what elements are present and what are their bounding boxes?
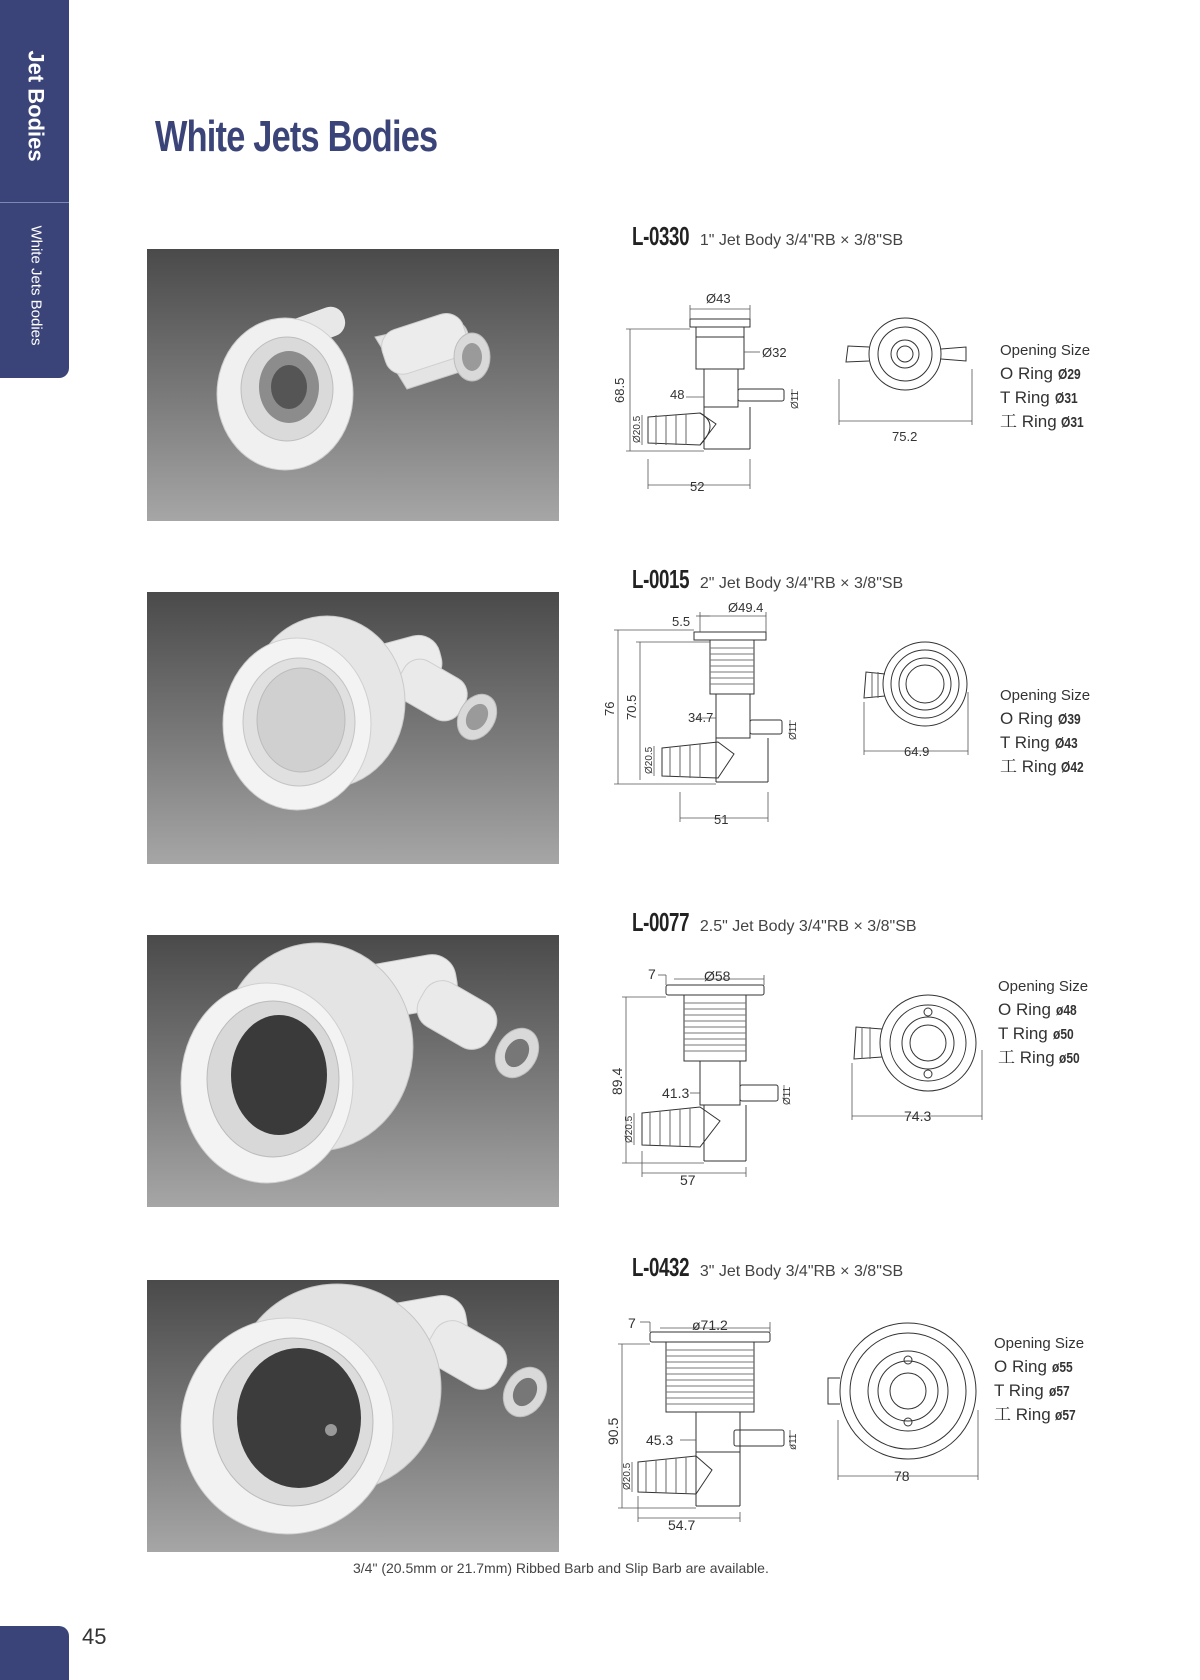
product-heading <box>632 221 903 252</box>
dim-flange-thick: 7 <box>648 966 656 982</box>
opening-size <box>1000 339 1090 434</box>
dim-width: 52 <box>690 479 705 494</box>
dim-slip: Ø11 <box>782 1086 793 1105</box>
opening-title: Opening Size <box>1000 342 1091 359</box>
product-code: L-0330 <box>632 221 690 251</box>
o-ring-label: O Ring <box>1000 364 1053 383</box>
dim-body: Ø32 <box>762 345 787 360</box>
o-ring-value: Ø29 <box>1057 366 1081 383</box>
t-ring-value: Ø43 <box>1054 735 1078 752</box>
product-description: 2.5" Jet Body 3/4"RB × 3/8"SB <box>699 918 917 935</box>
dim-plan: 64.9 <box>904 744 930 759</box>
product-heading <box>632 564 903 595</box>
i-ring-row <box>994 1403 1084 1427</box>
page-tab <box>0 1626 69 1680</box>
product-l-0077 <box>0 907 1200 1235</box>
o-ring-label: O Ring <box>1000 709 1053 728</box>
technical-drawing <box>600 1280 1000 1530</box>
dim-height: 90.5 <box>605 1417 621 1445</box>
o-ring-row <box>1000 707 1090 731</box>
dim-inlet-offset: 41.3 <box>662 1085 690 1101</box>
dim-barb: Ø20.5 <box>624 1115 635 1143</box>
product-heading <box>632 907 917 938</box>
dim-height: 76 <box>602 701 617 716</box>
product-photo <box>147 935 559 1207</box>
dim-width: 57 <box>680 1172 696 1185</box>
o-ring-row <box>1000 362 1090 386</box>
o-ring-value: ø48 <box>1055 1002 1077 1019</box>
i-ring-row <box>1000 410 1090 434</box>
technical-drawing <box>600 935 1000 1185</box>
opening-title: Opening Size <box>994 1335 1085 1352</box>
dim-flange-thick: 7 <box>628 1315 636 1331</box>
product-photo <box>147 592 559 864</box>
opening-size <box>994 1332 1084 1427</box>
dim-slip: ø11 <box>788 1433 799 1450</box>
dim-width: 51 <box>714 812 729 827</box>
side-tab-sub-label: White Jets Bodies <box>27 224 45 346</box>
t-ring-label: T Ring <box>994 1381 1044 1400</box>
dim-plan: 75.2 <box>892 429 918 444</box>
i-ring-label: 工 Ring <box>1000 412 1057 431</box>
product-description: 1" Jet Body 3/4"RB × 3/8"SB <box>699 232 904 249</box>
t-ring-row <box>1000 731 1090 755</box>
t-ring-row <box>994 1379 1084 1403</box>
opening-title: Opening Size <box>998 978 1089 995</box>
t-ring-label: T Ring <box>998 1024 1048 1043</box>
o-ring-value: Ø39 <box>1057 711 1081 728</box>
t-ring-value: Ø31 <box>1054 390 1078 407</box>
dim-height: 68.5 <box>612 377 627 403</box>
product-description: 2" Jet Body 3/4"RB × 3/8"SB <box>699 575 904 592</box>
product-l-0432 <box>0 1252 1200 1580</box>
o-ring-row <box>998 998 1088 1022</box>
t-ring-label: T Ring <box>1000 388 1050 407</box>
dim-inlet-offset: 45.3 <box>646 1432 674 1448</box>
product-heading <box>632 1252 903 1283</box>
product-photo <box>147 1280 559 1552</box>
technical-drawing <box>600 249 1000 499</box>
product-description: 3" Jet Body 3/4"RB × 3/8"SB <box>699 1263 904 1280</box>
dim-plan: 74.3 <box>904 1108 932 1124</box>
t-ring-value: ø50 <box>1052 1026 1074 1043</box>
t-ring-label: T Ring <box>1000 733 1050 752</box>
opening-size <box>1000 684 1090 779</box>
dim-slip: Ø11 <box>788 721 799 740</box>
i-ring-value: ø50 <box>1059 1050 1081 1067</box>
i-ring-value: Ø42 <box>1061 759 1085 776</box>
product-code: L-0432 <box>632 1252 690 1282</box>
technical-drawing <box>600 592 1000 842</box>
page-number: 45 <box>82 1624 107 1649</box>
dim-height: 89.4 <box>609 1067 625 1095</box>
t-ring-row <box>998 1022 1088 1046</box>
o-ring-label: O Ring <box>998 1000 1051 1019</box>
o-ring-row <box>994 1355 1084 1379</box>
product-code: L-0077 <box>632 907 690 937</box>
i-ring-value: ø57 <box>1055 1407 1077 1424</box>
dim-slip: Ø11 <box>790 390 801 409</box>
dim-plan: 78 <box>894 1468 910 1484</box>
i-ring-label: 工 Ring <box>1000 757 1057 776</box>
side-tab-main <box>2 8 70 204</box>
dim-inlet-offset: 34.7 <box>688 710 714 725</box>
dim-barb: Ø20.5 <box>622 1462 633 1490</box>
dim-flange-thick: 5.5 <box>672 614 691 629</box>
i-ring-label: 工 Ring <box>994 1405 1051 1424</box>
o-ring-value: ø55 <box>1051 1359 1073 1376</box>
dim-barb: Ø20.5 <box>644 746 655 774</box>
dim-inlet-offset: 48 <box>670 387 685 402</box>
product-l-0015 <box>0 564 1200 892</box>
dim-flange: Ø58 <box>704 968 731 984</box>
dim-barb: Ø20.5 <box>632 415 643 443</box>
dim-width: 54.7 <box>668 1517 696 1530</box>
i-ring-label: 工 Ring <box>998 1048 1055 1067</box>
opening-title: Opening Size <box>1000 687 1091 704</box>
opening-size <box>998 975 1088 1070</box>
dim-flange: Ø49.4 <box>728 600 764 615</box>
o-ring-label: O Ring <box>994 1357 1047 1376</box>
dim-flange: Ø43 <box>706 291 731 306</box>
i-ring-value: Ø31 <box>1061 414 1085 431</box>
dim-flange: ø71.2 <box>692 1317 728 1333</box>
footnote: 3/4" (20.5mm or 21.7mm) Ribbed Barb and Slip Barb are available. <box>353 1560 769 1576</box>
product-photo <box>147 249 559 521</box>
side-tab-main-label: Jet Bodies <box>24 50 50 162</box>
i-ring-row <box>1000 755 1090 779</box>
side-tab-divider <box>0 202 69 203</box>
dim-height2: 70.5 <box>624 694 639 720</box>
product-l-0330 <box>0 221 1200 549</box>
page-title: White Jets Bodies <box>155 112 438 161</box>
i-ring-row <box>998 1046 1088 1070</box>
t-ring-value: ø57 <box>1048 1383 1070 1400</box>
t-ring-row <box>1000 386 1090 410</box>
product-code: L-0015 <box>632 564 690 594</box>
